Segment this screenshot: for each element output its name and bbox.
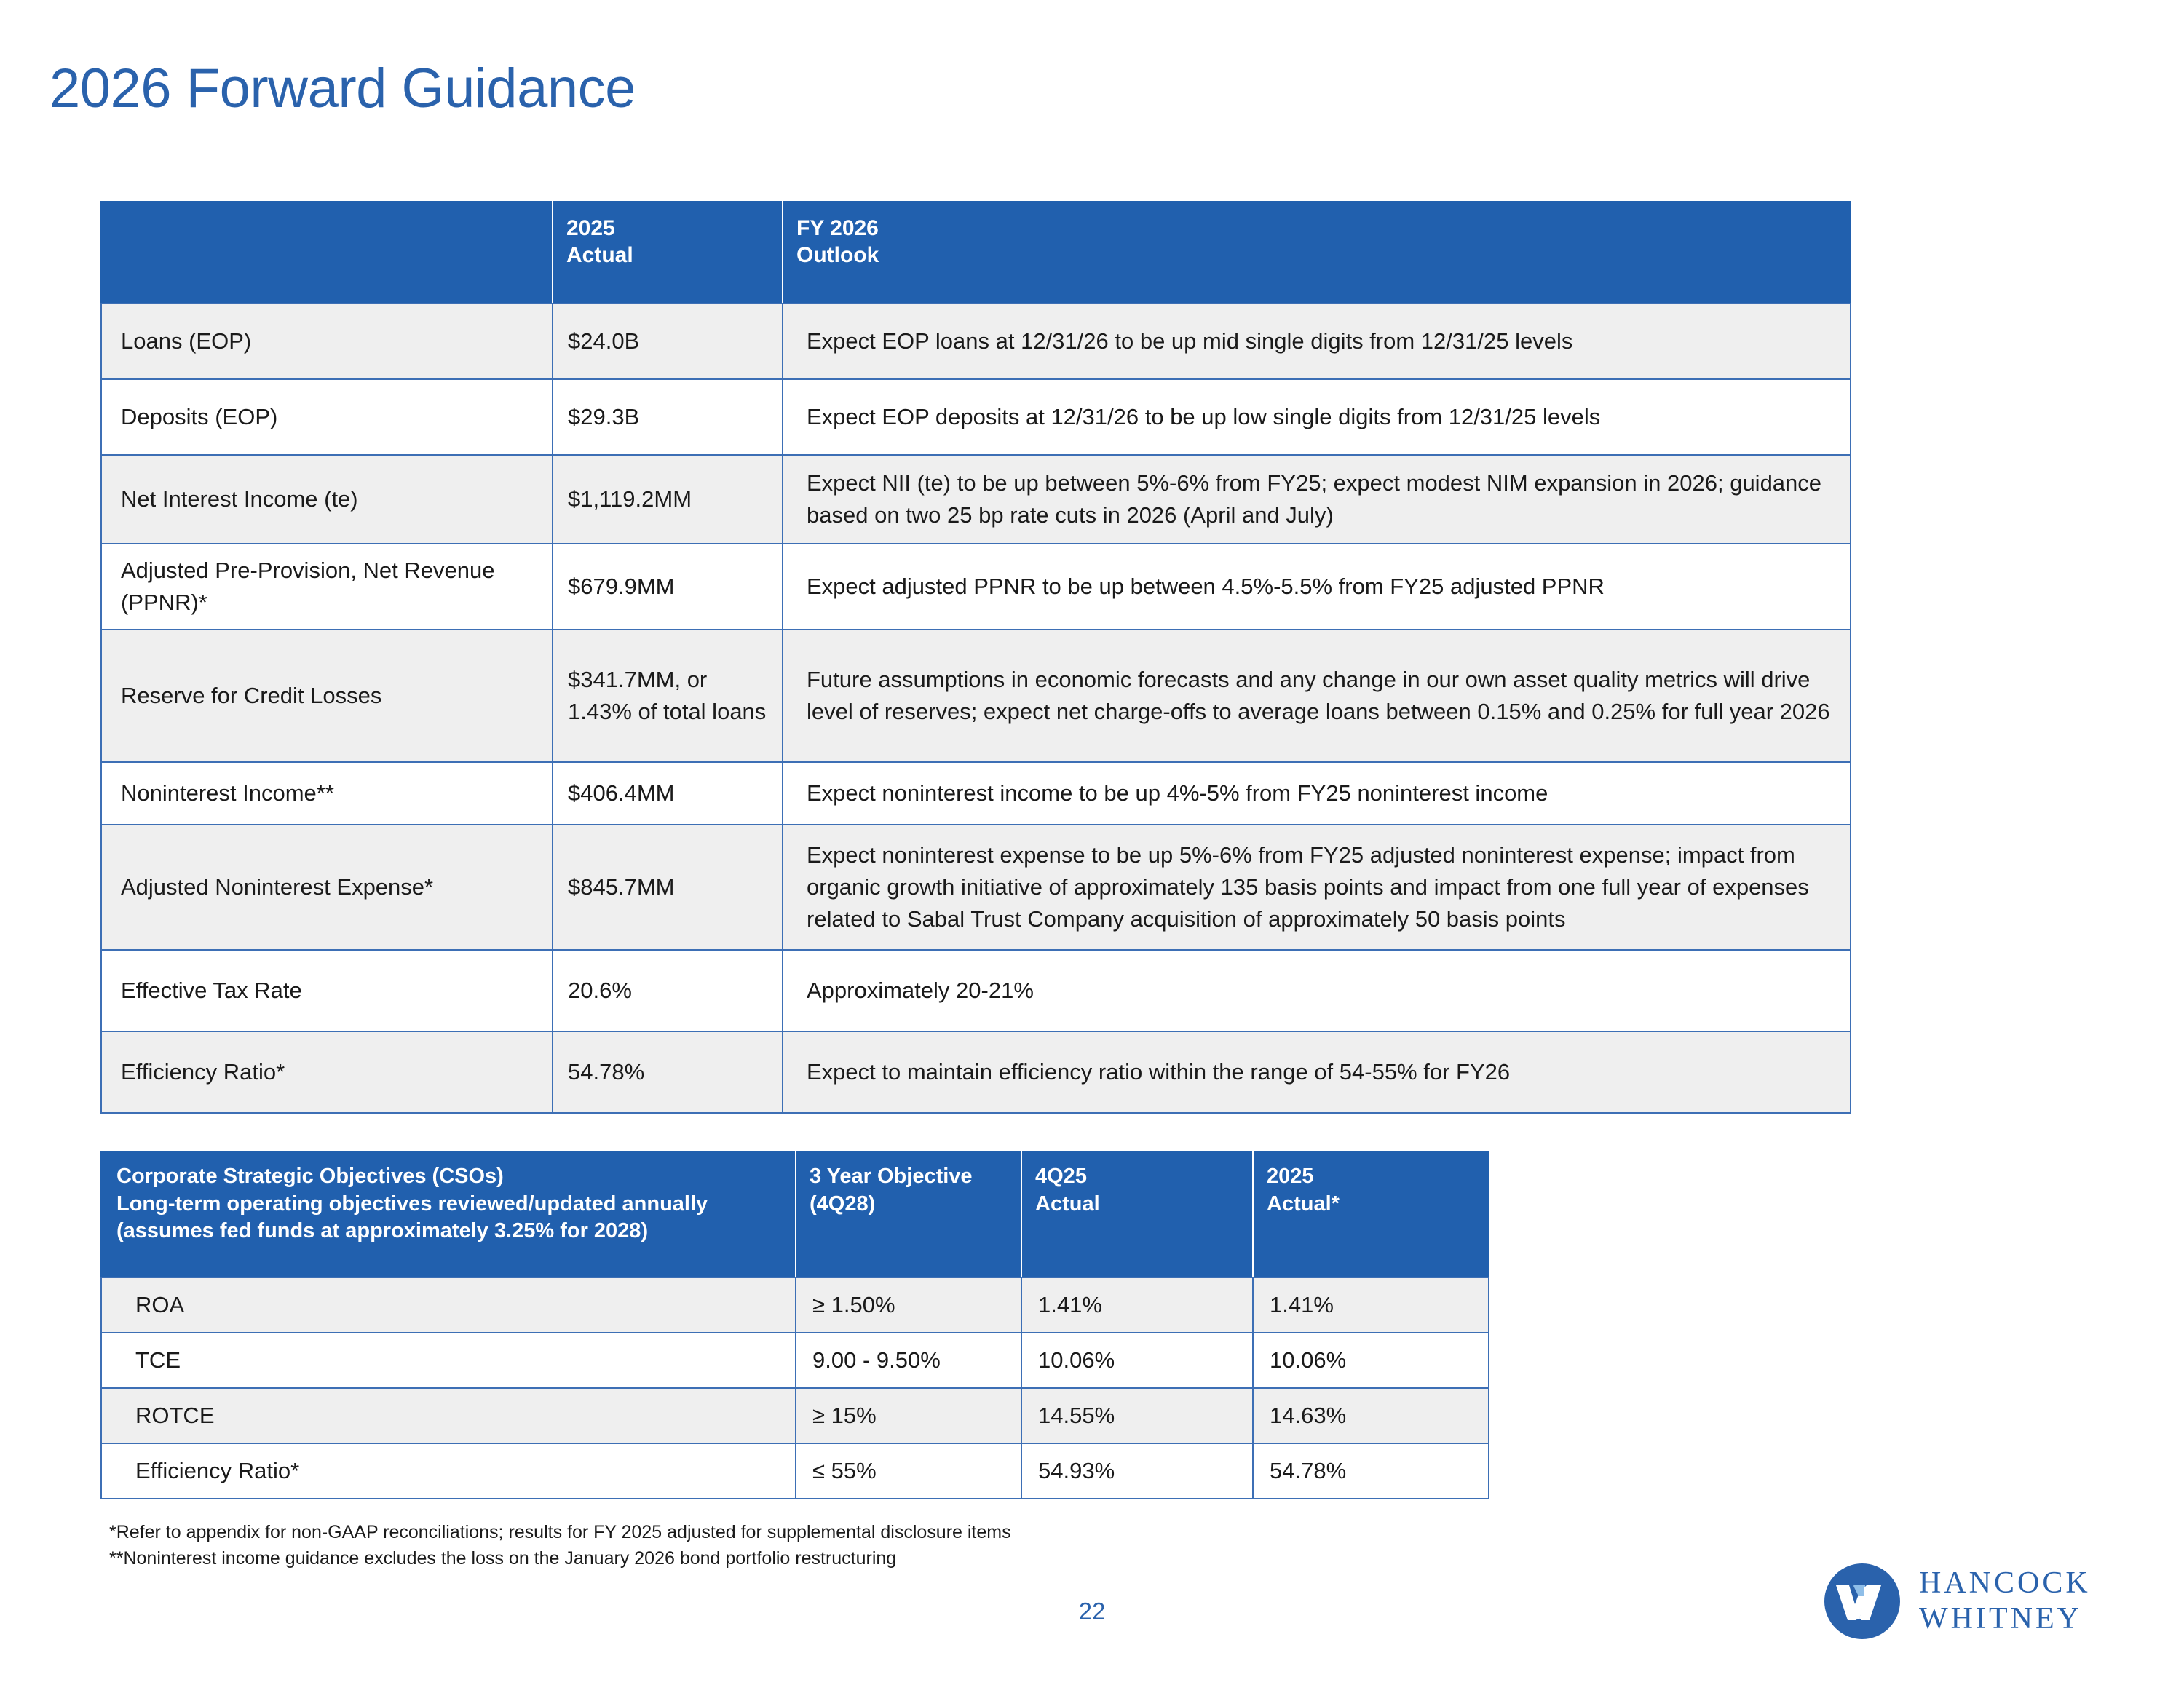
cell-outlook: Expect noninterest expense to be up 5%-6% from FY25 adjusted noninterest expense; impact from organic growth initiative of approximately 135 basis points and impact from one full year of expenses related to Sabal Trust Company acquisition of approximately 50 basis points	[783, 825, 1851, 950]
cso-table-row	[101, 1333, 1489, 1388]
cell-metric: Efficiency Ratio*	[101, 1031, 553, 1113]
cso-header-title-line2: Long-term operating objectives reviewed/updated annually	[116, 1192, 708, 1216]
table-row	[101, 304, 1851, 379]
cell-metric: Net Interest Income (te)	[101, 455, 553, 544]
cso-cell-objective: 9.00 - 9.50%	[796, 1333, 1021, 1388]
cso-header-objective-line1: 3 Year Objective	[810, 1165, 973, 1188]
cso-header-2025-actual	[1253, 1152, 1489, 1277]
table-row	[101, 762, 1851, 825]
cso-cell-label: Efficiency Ratio*	[101, 1443, 796, 1499]
page-number: 22	[1078, 1598, 1106, 1625]
cso-header-title	[101, 1152, 796, 1277]
column-header-fy2026-outlook	[783, 202, 1851, 304]
cso-header-3-year-objective	[796, 1152, 1021, 1277]
cso-cell-label: ROTCE	[101, 1388, 796, 1443]
cso-header-row	[101, 1152, 1489, 1277]
cso-header-4q25-line1: 4Q25	[1035, 1165, 1087, 1188]
cell-outlook: Expect NII (te) to be up between 5%-6% from FY25; expect modest NIM expansion in 2026; guidance based on two 25 bp rate cuts in 2026 (April and July)	[783, 455, 1851, 544]
footnote-double-asterisk: **Noninterest income guidance excludes the loss on the January 2026 bond portfolio restructuring	[109, 1547, 897, 1569]
cso-header-4q25-actual	[1021, 1152, 1253, 1277]
cell-outlook: Expect EOP deposits at 12/31/26 to be up low single digits from 12/31/25 levels	[783, 379, 1851, 455]
cell-outlook: Future assumptions in economic forecasts and any change in our own asset quality metrics will drive level of reserves; expect net charge-offs to average loans between 0.15% and 0.25% for full year 2026	[783, 630, 1851, 762]
logo-wordmark	[1919, 1566, 2091, 1636]
cell-actual: $29.3B	[553, 379, 783, 455]
hancock-whitney-logo	[1824, 1563, 2091, 1639]
cso-cell-4q25: 14.55%	[1021, 1388, 1253, 1443]
forward-guidance-table	[100, 201, 1851, 1114]
page-title: 2026 Forward Guidance	[50, 58, 636, 119]
table-row	[101, 950, 1851, 1031]
logo-line-whitney: WHITNEY	[1919, 1602, 2082, 1636]
cso-cell-2025: 14.63%	[1253, 1388, 1489, 1443]
table-header-row	[101, 202, 1851, 304]
cso-header-title-line3: (assumes fed funds at approximately 3.25% for 2028)	[116, 1219, 649, 1243]
footnote-single-asterisk: *Refer to appendix for non-GAAP reconciliations; results for FY 2025 adjusted for supplemental disclosure items	[109, 1522, 1011, 1542]
cell-actual: 54.78%	[553, 1031, 783, 1113]
cell-metric: Deposits (EOP)	[101, 379, 553, 455]
cso-header-title-line1: Corporate Strategic Objectives (CSOs)	[116, 1165, 504, 1188]
cso-table-row	[101, 1388, 1489, 1443]
cell-metric: Effective Tax Rate	[101, 950, 553, 1031]
cell-actual: $341.7MM, or 1.43% of total loans	[553, 630, 783, 762]
cell-outlook: Expect EOP loans at 12/31/26 to be up mid single digits from 12/31/25 levels	[783, 304, 1851, 379]
cso-cell-objective: ≤ 55%	[796, 1443, 1021, 1499]
cell-actual: $845.7MM	[553, 825, 783, 950]
cso-cell-label: ROA	[101, 1277, 796, 1333]
table-row	[101, 1031, 1851, 1113]
cso-header-objective-line2: (4Q28)	[810, 1192, 876, 1216]
cell-outlook: Expect noninterest income to be up 4%-5% from FY25 noninterest income	[783, 762, 1851, 825]
cso-table-row	[101, 1443, 1489, 1499]
table-row	[101, 544, 1851, 630]
column-header-fy2026-outlook-line2: Outlook	[796, 242, 879, 267]
cso-header-2025-line1: 2025	[1267, 1165, 1314, 1188]
logo-line-hancock: HANCOCK	[1919, 1566, 2091, 1601]
column-header-fy2026-outlook-line1: FY 2026	[796, 216, 879, 240]
column-header-2025-actual	[553, 202, 783, 304]
column-header-2025-actual-line1: 2025	[566, 216, 615, 240]
cso-header-2025-line2: Actual*	[1267, 1192, 1340, 1216]
table-row	[101, 379, 1851, 455]
cso-cell-4q25: 54.93%	[1021, 1443, 1253, 1499]
cell-outlook: Approximately 20-21%	[783, 950, 1851, 1031]
hancock-whitney-mark-icon	[1824, 1563, 1900, 1639]
cso-cell-2025: 54.78%	[1253, 1443, 1489, 1499]
cell-actual: $406.4MM	[553, 762, 783, 825]
cso-cell-label: TCE	[101, 1333, 796, 1388]
cso-cell-2025: 1.41%	[1253, 1277, 1489, 1333]
cell-metric: Loans (EOP)	[101, 304, 553, 379]
cell-metric: Adjusted Noninterest Expense*	[101, 825, 553, 950]
cso-cell-objective: ≥ 1.50%	[796, 1277, 1021, 1333]
cell-actual: $679.9MM	[553, 544, 783, 630]
footnotes	[109, 1520, 1011, 1571]
column-header-2025-actual-line2: Actual	[566, 242, 633, 267]
cell-outlook: Expect to maintain efficiency ratio within the range of 54-55% for FY26	[783, 1031, 1851, 1113]
table-row	[101, 630, 1851, 762]
cso-header-4q25-line2: Actual	[1035, 1192, 1100, 1216]
cso-table-row	[101, 1277, 1489, 1333]
column-header-metric	[101, 202, 553, 304]
cell-metric: Adjusted Pre-Provision, Net Revenue (PPNR)*	[101, 544, 553, 630]
cell-metric: Noninterest Income**	[101, 762, 553, 825]
cell-actual: $1,119.2MM	[553, 455, 783, 544]
cso-cell-objective: ≥ 15%	[796, 1388, 1021, 1443]
cso-cell-2025: 10.06%	[1253, 1333, 1489, 1388]
cso-cell-4q25: 10.06%	[1021, 1333, 1253, 1388]
corporate-strategic-objectives-table	[100, 1151, 1489, 1499]
cell-actual: $24.0B	[553, 304, 783, 379]
table-row	[101, 455, 1851, 544]
table-row	[101, 825, 1851, 950]
cell-actual: 20.6%	[553, 950, 783, 1031]
cell-metric: Reserve for Credit Losses	[101, 630, 553, 762]
cso-cell-4q25: 1.41%	[1021, 1277, 1253, 1333]
cell-outlook: Expect adjusted PPNR to be up between 4.5%-5.5% from FY25 adjusted PPNR	[783, 544, 1851, 630]
